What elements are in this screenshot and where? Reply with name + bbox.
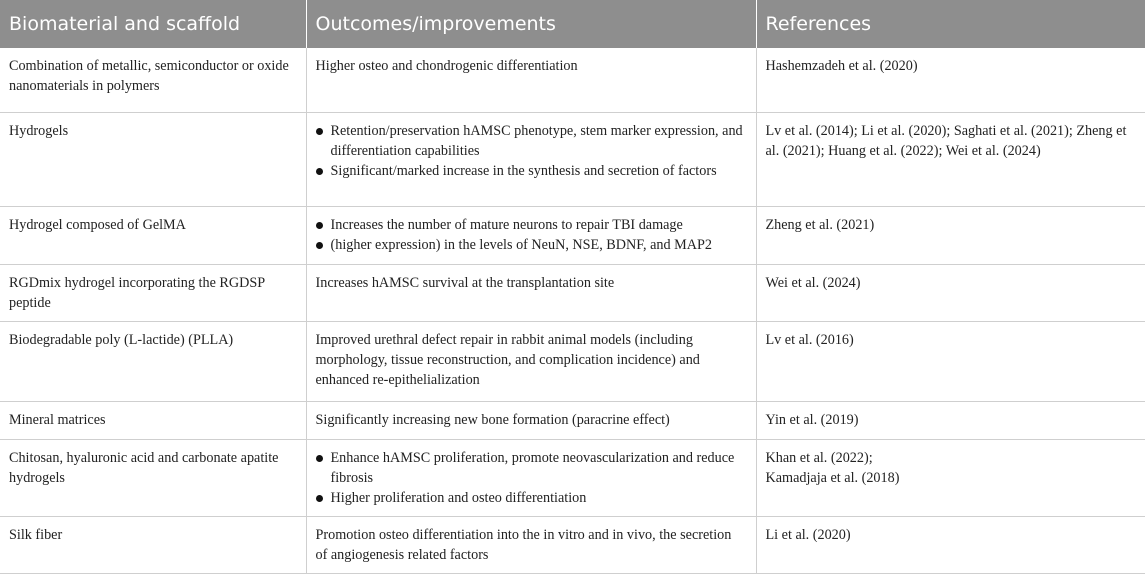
outcome-bullet-item xyxy=(315,161,747,181)
outcome-text: Enhance hAMSC proliferation, promote neovascularization and reduce fibrosis xyxy=(330,449,735,486)
column-header-biomaterial: Biomaterial and scaffold xyxy=(0,0,306,48)
references-cell xyxy=(756,321,1145,401)
bullet-icon xyxy=(316,455,323,462)
references-cell xyxy=(756,401,1145,439)
reference-text: Khan et al. (2022); xyxy=(765,449,873,466)
outcome-bullet-item xyxy=(315,121,747,161)
reference-text: Wei et al. (2024) xyxy=(765,274,861,291)
outcomes-cell xyxy=(306,264,756,321)
outcomes-cell xyxy=(306,48,756,112)
biomaterial-cell: RGDmix hydrogel incorporating the RGDSP peptide xyxy=(0,264,306,321)
outcomes-cell xyxy=(306,321,756,401)
outcome-text: Significant/marked increase in the synthesis and secretion of factors xyxy=(330,162,717,179)
table-row xyxy=(0,516,1145,573)
outcome-bullet-item xyxy=(315,488,747,508)
table-row xyxy=(0,264,1145,321)
table-row xyxy=(0,112,1145,206)
reference-text: Li et al. (2020) xyxy=(765,526,851,543)
biomaterial-cell: Mineral matrices xyxy=(0,401,306,439)
biomaterial-cell: Hydrogel composed of GelMA xyxy=(0,206,306,264)
reference-text: Kamadjaja et al. (2018) xyxy=(765,469,900,486)
outcomes-cell xyxy=(306,206,756,264)
outcome-text: Improved urethral defect repair in rabbit animal models (including morphology, tissue reconstruction, and complication incidence) and enhanced re-epithelialization xyxy=(315,331,700,388)
bullet-icon xyxy=(316,168,323,175)
bullet-icon xyxy=(316,128,323,135)
table-row xyxy=(0,401,1145,439)
biomaterial-cell: Chitosan, hyaluronic acid and carbonate apatite hydrogels xyxy=(0,439,306,516)
outcome-text: Higher proliferation and osteo differentiation xyxy=(330,489,587,506)
outcome-text: Significantly increasing new bone formation (paracrine effect) xyxy=(315,411,670,428)
biomaterial-cell: Hydrogels xyxy=(0,112,306,206)
reference-text: Yin et al. (2019) xyxy=(765,411,859,428)
biomaterial-cell: Combination of metallic, semiconductor or oxide nanomaterials in polymers xyxy=(0,48,306,112)
reference-text: Lv et al. (2014); Li et al. (2020); Saghati et al. (2021); Zheng et al. (2021); Huang et al. (2022); Wei et al. (2024) xyxy=(765,122,1127,159)
reference-text: Zheng et al. (2021) xyxy=(765,216,875,233)
outcomes-cell xyxy=(306,516,756,573)
outcome-text: Increases the number of mature neurons to repair TBI damage xyxy=(330,216,683,233)
outcome-text: Increases hAMSC survival at the transplantation site xyxy=(315,274,615,291)
reference-text: Hashemzadeh et al. (2020) xyxy=(765,58,918,74)
outcome-bullet-item xyxy=(315,215,747,235)
outcome-text: (higher expression) in the levels of NeuN, NSE, BDNF, and MAP2 xyxy=(330,236,712,253)
reference-text: Lv et al. (2016) xyxy=(765,331,854,348)
references-cell xyxy=(756,516,1145,573)
outcome-bullet-item xyxy=(315,448,747,488)
references-cell xyxy=(756,264,1145,321)
outcomes-cell xyxy=(306,439,756,516)
table-row xyxy=(0,321,1145,401)
biomaterial-cell: Biodegradable poly (L-lactide) (PLLA) xyxy=(0,321,306,401)
column-header-references: References xyxy=(756,0,1145,48)
references-cell xyxy=(756,112,1145,206)
outcome-text: Retention/preservation hAMSC phenotype, stem marker expression, and differentiation capabilities xyxy=(330,122,743,159)
table-row xyxy=(0,206,1145,264)
outcome-text: Higher osteo and chondrogenic differentiation xyxy=(315,58,578,74)
column-header-outcomes: Outcomes/improvements xyxy=(306,0,756,48)
outcomes-cell xyxy=(306,112,756,206)
outcome-bullet-item xyxy=(315,235,747,255)
table-row xyxy=(0,439,1145,516)
bullet-icon xyxy=(316,495,323,502)
outcomes-cell xyxy=(306,401,756,439)
table-row xyxy=(0,48,1145,112)
references-cell xyxy=(756,48,1145,112)
table-header-row xyxy=(0,0,1145,48)
references-cell xyxy=(756,206,1145,264)
outcome-text: Promotion osteo differentiation into the in vitro and in vivo, the secretion of angiogenesis related factors xyxy=(315,526,732,563)
biomaterial-cell: Silk fiber xyxy=(0,516,306,573)
bullet-icon xyxy=(316,242,323,249)
references-cell xyxy=(756,439,1145,516)
bullet-icon xyxy=(316,222,323,229)
